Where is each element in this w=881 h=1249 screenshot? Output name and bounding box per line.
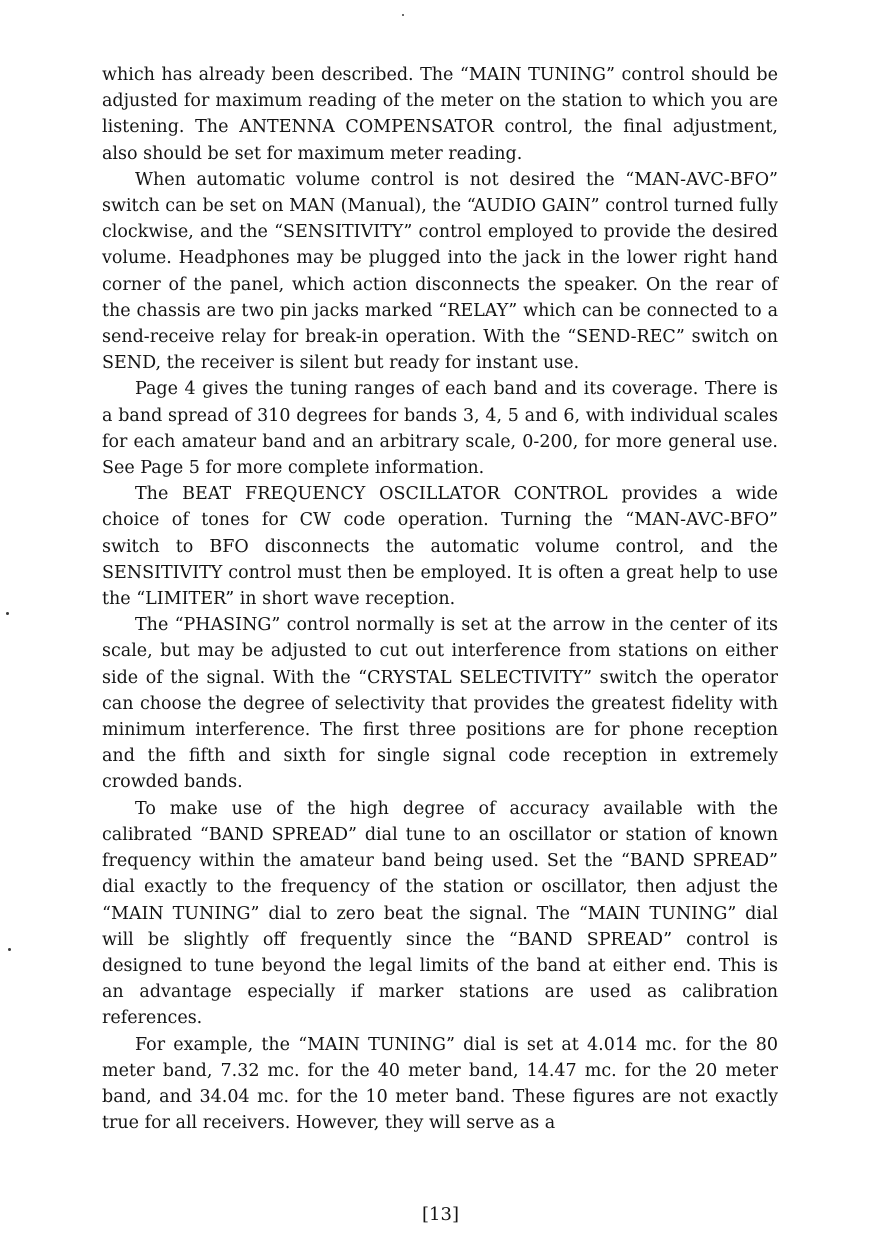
paragraph-phasing: The “PHASING” control normally is set at the arrow in the center of its scale, but may be adjusted to cut out interference from stations on either side of the signal. With the “CRYSTAL SELECTIVITY” switch the operator can choose the degree of selectivity that provides the greatest fidelity with minimum interference. The first three positions are for phone reception and the fifth and sixth for single signal code reception in extremely crowded bands. [102, 615, 778, 793]
body-text [102, 62, 778, 1136]
paragraph-example: For example, the “MAIN TUNING” dial is set at 4.014 mc. for the 80 meter band, 7.32 mc. for the 40 meter band, 14.47 mc. for the 20 meter band, and 34.04 mc. for the 10 meter band. These figures are not exactly true for all receivers. However, they will serve as a [102, 1034, 778, 1134]
scan-speck [402, 14, 404, 16]
page-number: [13] [422, 1204, 459, 1225]
paragraph-intro: which has already been described. The “MAIN TUNING” control should be adjusted for maximum reading of the meter on the station to which you are listening. The ANTENNA COMPENSATOR control, the final adjustment, also should be set for maximum meter reading. [102, 65, 778, 164]
paragraph-tuning-ranges: Page 4 gives the tuning ranges of each band and its coverage. There is a band spread of 310 degrees for bands 3, 4, 5 and 6, with individual scales for each amateur band and an arbitrary scale, 0-200, for more general use. See Page 5 for more complete information. [102, 379, 778, 479]
paragraph-bfo: The BEAT FREQUENCY OSCILLATOR CONTROL provides a wide choice of tones for CW code operation. Turning the “MAN-AVC-BFO” switch to BFO disconnects the automatic volume control, and the SENSITIVITY control must then be employed. It is often a great help to use the “LIMITER” in short wave reception. [102, 484, 778, 610]
paragraph-band-spread: To make use of the high degree of accuracy available with the calibrated “BAND SPREAD” dial tune to an oscillator or station of known frequency within the amateur band being used. Set the “BAND SPREAD” dial exactly to the frequency of the station or oscillator, then adjust the “MAIN TUNING” dial to zero beat the signal. The “MAIN TUNING” dial will be slightly off frequently since the “BAND SPREAD” control is designed to tune beyond the legal limits of the band at either end. This is an advantage especially if marker stations are used as calibration references. [102, 798, 778, 1029]
scan-speck [6, 612, 9, 615]
paragraph-avc: When automatic volume control is not desired the “MAN-AVC-BFO” switch can be set on MAN (Manual), the “AUDIO GAIN” control turned fully clockwise, and the “SENSITIVITY” control employed to provide the desired volume. Headphones may be plugged into the jack in the lower right hand corner of the panel, which action disconnects the speaker. On the rear of the chassis are two pin jacks marked “RELAY” which can be connected to a send-receive relay for break-in operation. With the “SEND-REC” switch on SEND, the receiver is silent but ready for instant use. [102, 169, 778, 374]
scan-speck [8, 948, 11, 951]
